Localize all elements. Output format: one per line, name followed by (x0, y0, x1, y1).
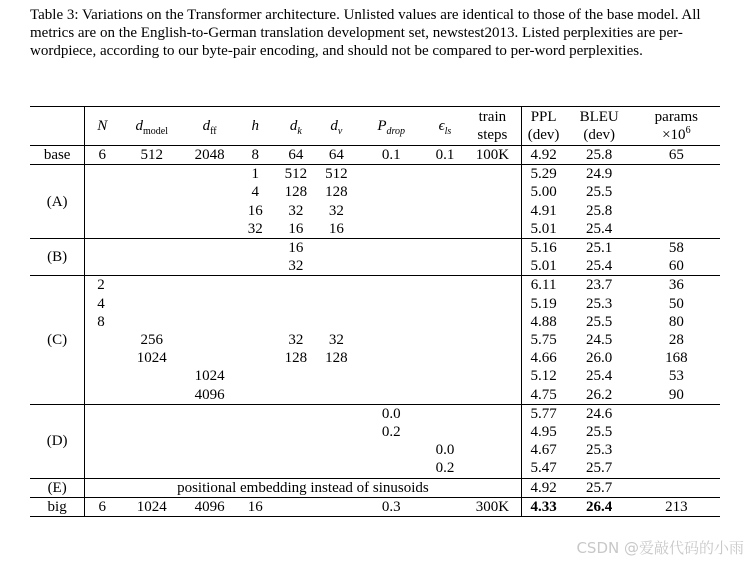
header-dk: $d_k$ (276, 107, 317, 146)
cell-params: 65 (633, 146, 720, 165)
cell-ppl: 4.92 (521, 478, 566, 497)
cell-bleu: 25.8 (566, 146, 633, 165)
cell-dff: 1024 4096 (184, 276, 235, 404)
header-row (30, 107, 720, 146)
header-pdrop: $P_{drop}$ (357, 107, 426, 146)
cell-pdrop: 0.0 0.2 (357, 404, 426, 478)
header-dmodel: $d_{model}$ (119, 107, 184, 146)
cell-dmodel: 256 1024 (119, 276, 184, 404)
header-ppl: PPL (dev) (521, 107, 566, 146)
row-group-b (30, 239, 720, 276)
header-bleu: BLEU (dev) (566, 107, 633, 146)
cell-n: 2 4 8 (85, 276, 120, 404)
cell-bleu: 24.9 25.5 25.8 25.4 (566, 165, 633, 239)
cell-params: 213 (633, 497, 720, 516)
header-blank (30, 107, 85, 146)
cell-bleu: 25.1 25.4 (566, 239, 633, 276)
cell-h: 1 4 16 32 (235, 165, 276, 239)
row-label: base (30, 146, 85, 165)
cell-n: 6 (85, 497, 120, 516)
header-els: $\epsilon_{ls}$ (426, 107, 465, 146)
cell-pdrop: 0.3 (357, 497, 426, 516)
cell-dv: 64 (316, 146, 357, 165)
cell-dk: 16 32 (276, 239, 317, 276)
row-label: (E) (30, 478, 85, 497)
cell-bleu: 24.6 25.5 25.3 25.7 (566, 404, 633, 478)
cell-h: 8 (235, 146, 276, 165)
row-label: (C) (30, 276, 85, 404)
cell-train: 300K (464, 497, 521, 516)
header-train-steps: train steps (464, 107, 521, 146)
cell-h: 16 (235, 497, 276, 516)
header-h: h (235, 107, 276, 146)
row-group-e (30, 478, 720, 497)
cell-dmodel: 1024 (119, 497, 184, 516)
cell-dff: 4096 (184, 497, 235, 516)
table-caption: Table 3: Variations on the Transformer architecture. Unlisted values are identical to those of the base model. All metrics are on the English-to-German translation development set, newstest2013. Listed perplexities are per-wordpiece, according to our byte-pair encoding, and should not be compared to per-word perplexities. (30, 7, 701, 59)
results-table (30, 106, 720, 517)
cell-ppl: 5.16 5.01 (521, 239, 566, 276)
cell-ppl: 4.92 (521, 146, 566, 165)
row-label: (A) (30, 165, 85, 239)
cell-dv: 512 128 32 16 (316, 165, 357, 239)
cell-n: 6 (85, 146, 120, 165)
cell-els: 0.1 (426, 146, 465, 165)
cell-dmodel: 512 (119, 146, 184, 165)
cell-dff: 2048 (184, 146, 235, 165)
cell-bleu: 25.7 (566, 478, 633, 497)
cell-dk: 512 128 32 16 (276, 165, 317, 239)
cell-els: 0.0 0.2 (426, 404, 465, 478)
row-group-d (30, 404, 720, 478)
header-n: N (85, 107, 120, 146)
watermark-text: CSDN @爱敲代码的小雨 (576, 539, 744, 557)
header-dv: $d_v$ (316, 107, 357, 146)
cell-dk: 64 (276, 146, 317, 165)
row-group-a (30, 165, 720, 239)
cell-note: positional embedding instead of sinusoids (85, 478, 521, 497)
row-label: (D) (30, 404, 85, 478)
cell-dk: 32 128 (276, 276, 317, 404)
row-base (30, 146, 720, 165)
header-dff: $d_{ff}$ (184, 107, 235, 146)
row-big (30, 497, 720, 516)
cell-params: 36 50 80 28 168 53 90 (633, 276, 720, 404)
cell-ppl: 5.77 4.95 4.67 5.47 (521, 404, 566, 478)
row-label: (B) (30, 239, 85, 276)
row-group-c (30, 276, 720, 404)
cell-dv: 32 128 (316, 276, 357, 404)
cell-pdrop: 0.1 (357, 146, 426, 165)
header-params: params $\times 10^6$ (633, 107, 720, 146)
cell-ppl: 6.11 5.19 4.88 5.75 4.66 5.12 4.75 (521, 276, 566, 404)
cell-train: 100K (464, 146, 521, 165)
row-label: big (30, 497, 85, 516)
cell-params: 58 60 (633, 239, 720, 276)
cell-bleu: 26.4 (566, 497, 633, 516)
cell-ppl: 4.33 (521, 497, 566, 516)
cell-bleu: 23.7 25.3 25.5 24.5 26.0 25.4 26.2 (566, 276, 633, 404)
cell-ppl: 5.29 5.00 4.91 5.01 (521, 165, 566, 239)
